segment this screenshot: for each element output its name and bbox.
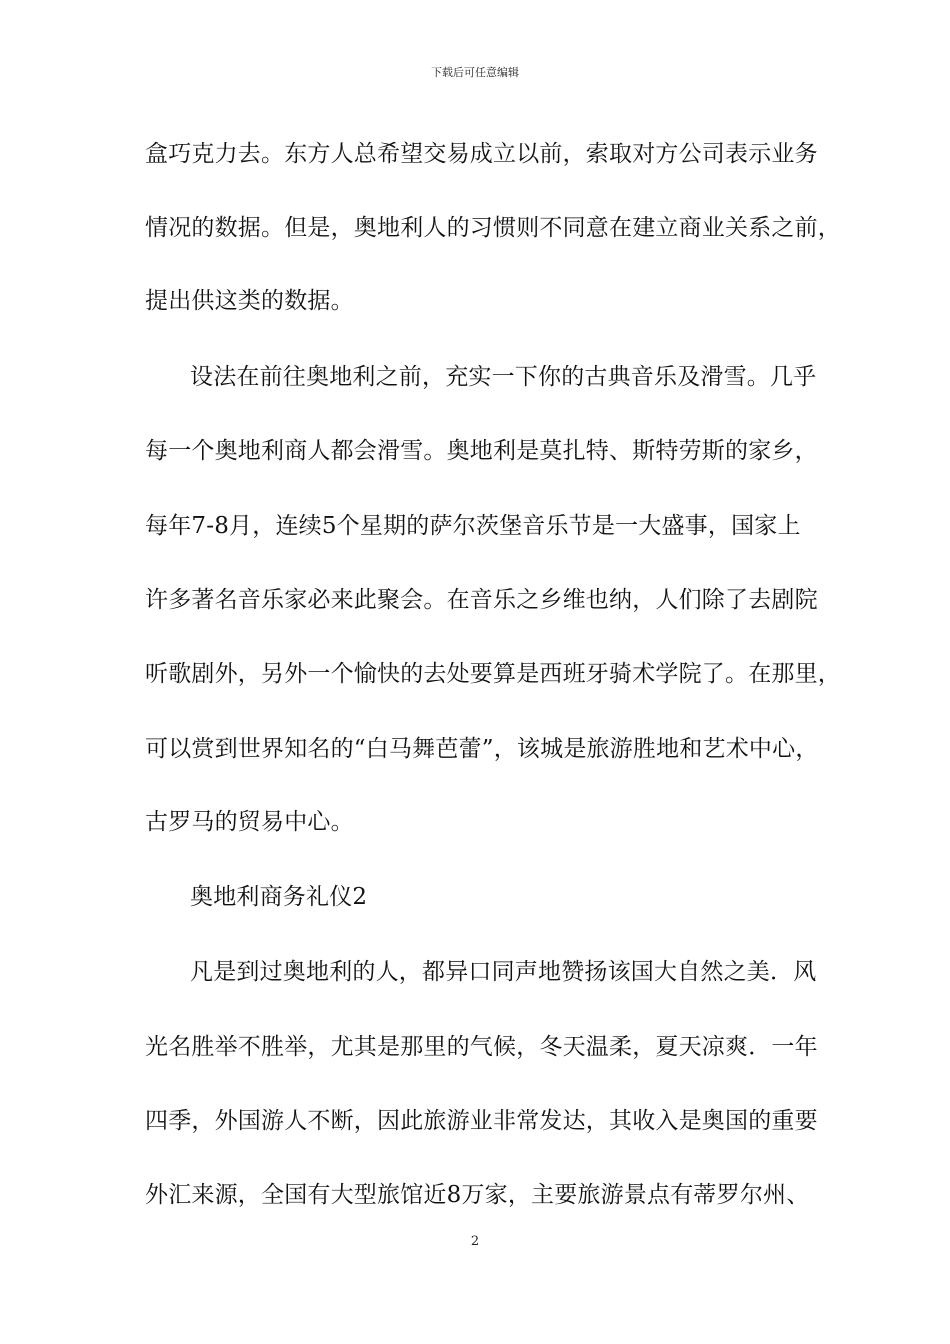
paragraph-first-line: 设法在前往奥地利之前，充实一下你的古典音乐及滑雪。几乎 [190, 364, 817, 390]
text-line: 四季，外国游人不断，因此旅游业非常发达，其收入是奥国的重要 [145, 1108, 818, 1134]
text-line: 每年7-8月，连续5个星期的萨尔茨堡音乐节是一大盛事，国家上 [145, 513, 801, 539]
text-line: 情况的数据。但是，奥地利人的习惯则不同意在建立商业关系之前， [145, 215, 841, 241]
text-line: 盒巧克力去。东方人总希望交易成立以前，索取对方公司表示业务 [145, 141, 818, 167]
text-line: 许多著名音乐家必来此聚会。在音乐之乡维也纳，人们除了去剧院 [145, 587, 818, 613]
text-line: 提出供这类的数据。 [145, 288, 354, 314]
page-header: 下载后可任意编辑 [431, 66, 519, 79]
text-line: 古罗马的贸易中心。 [145, 809, 354, 835]
text-line: 可以赏到世界知名的“白马舞芭蕾”，该城是旅游胜地和艺术中心， [145, 736, 819, 762]
section-heading: 奥地利商务礼仪2 [190, 884, 368, 910]
page-number: 2 [470, 1234, 480, 1249]
text-line: 光名胜举不胜举，尤其是那里的气候，冬天温柔，夏天凉爽．一年 [145, 1034, 818, 1060]
text-line: 听歌剧外，另外一个愉快的去处要算是西班牙骑术学院了。在那里， [145, 661, 841, 687]
text-line: 外汇来源，全国有大型旅馆近8万家，主要旅游景点有蒂罗尔州、 [145, 1182, 810, 1208]
text-line: 每一个奥地利商人都会滑雪。奥地利是莫扎特、斯特劳斯的家乡， [145, 438, 818, 464]
paragraph-first-line: 凡是到过奥地利的人，都异口同声地赞扬该国大自然之美．风 [190, 959, 817, 985]
